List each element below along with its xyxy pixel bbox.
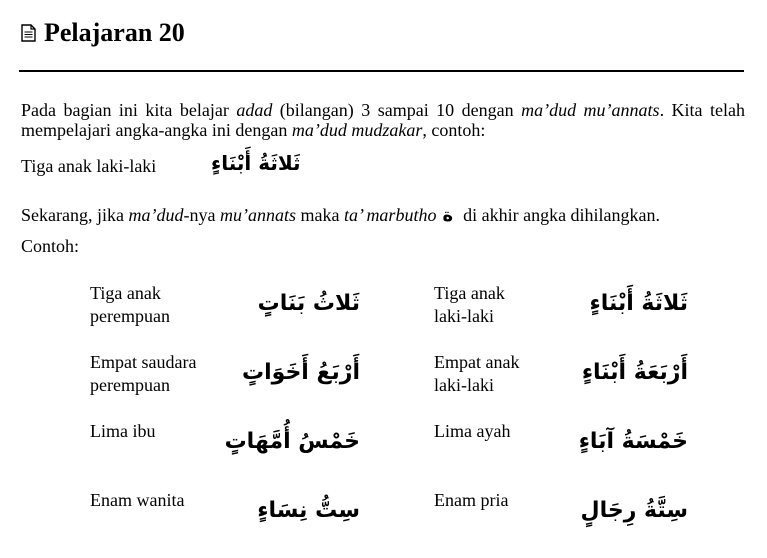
- example-line: [21, 151, 301, 176]
- title-divider: [19, 70, 744, 72]
- masculine-label: Enam pria: [434, 490, 509, 510]
- feminine-arabic: سِتُّ نِسَاءٍ: [257, 498, 360, 523]
- feminine-label: Empat saudara perempuan: [90, 352, 197, 395]
- term-ta-marbutho: ta’ marbutho: [343, 205, 437, 225]
- example-label: Tiga anak laki-laki: [21, 156, 157, 176]
- feminine-label: Lima ibu: [90, 421, 156, 441]
- table-row: [90, 282, 700, 351]
- intro-paragraph: Pada bagian ini kita belajar adad (bilangan) 3 sampai 10 dengan ma’dud mu’annats. Kita telah mempelajari angka-angka ini dengan ma’dud mudzakar, contoh:: [21, 100, 745, 140]
- ta-marbutho-letter: ة: [442, 205, 454, 226]
- feminine-label: Enam wanita: [90, 490, 185, 510]
- term-madud: ma’dud: [128, 205, 184, 225]
- rule-paragraph: Sekarang, jika ma’dud-nya mu’annats maka ta’ marbutho ة di akhir angka dihilangkan.: [21, 205, 661, 226]
- feminine-arabic: أَرْبَعُ أَخَوَاتٍ: [242, 360, 360, 385]
- masculine-label: Tiga anak laki-laki: [434, 283, 505, 326]
- term-madud-mudzakar: ma’dud mudzakar: [291, 120, 423, 140]
- term-muannats: mu’annats: [219, 205, 296, 225]
- examples-table: [90, 282, 700, 558]
- example-arabic: ثَلاثَةُ أَبْنَاءٍ: [211, 151, 301, 175]
- masculine-label: Empat anak laki-laki: [434, 352, 520, 395]
- document-icon: [21, 24, 36, 42]
- term-madud-muannats: ma’dud mu’annats: [521, 100, 660, 120]
- term-adad: adad: [236, 100, 273, 120]
- table-row: [90, 420, 700, 489]
- masculine-arabic: خَمْسَةُ آبَاءٍ: [578, 429, 688, 454]
- masculine-label: Lima ayah: [434, 421, 511, 441]
- feminine-label: Tiga anak perempuan: [90, 283, 170, 326]
- feminine-arabic: ثَلاثُ بَنَاتٍ: [257, 291, 360, 316]
- masculine-arabic: ثَلاثَةُ أَبْنَاءٍ: [589, 291, 688, 316]
- table-row: [90, 351, 700, 420]
- masculine-arabic: أَرْبَعَةُ أَبْنَاءٍ: [581, 360, 688, 385]
- contoh-label: Contoh:: [21, 236, 80, 256]
- table-row: [90, 489, 700, 558]
- page-title: Pelajaran 20: [44, 18, 185, 47]
- page-header: [21, 18, 185, 48]
- masculine-arabic: سِتَّةُ رِجَالٍ: [580, 498, 688, 523]
- feminine-arabic: خَمْسُ أُمَّهَاتٍ: [224, 429, 360, 454]
